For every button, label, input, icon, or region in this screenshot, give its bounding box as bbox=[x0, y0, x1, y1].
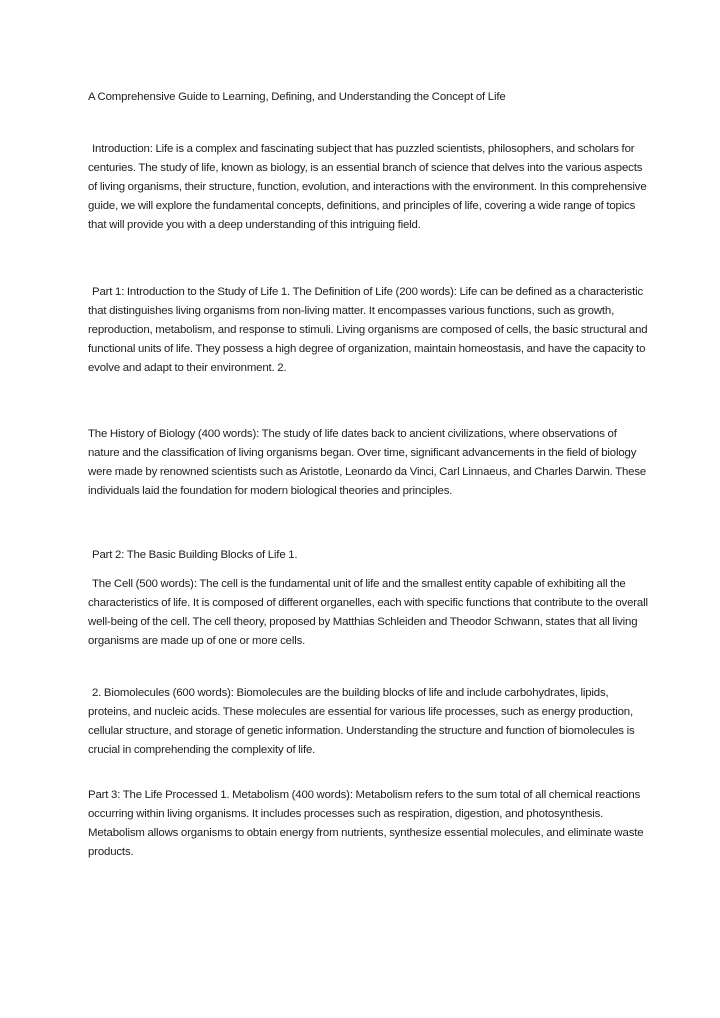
paragraph-biomolecules: 2. Biomolecules (600 words): Biomolecules are the building blocks of life and include carbohydrates, lipids, proteins, and nucleic acids. These molecules are essential for various life processes, such as energy production, cellular structure, and storage of genetic information. Understanding the structure and function of biomolecules is crucial in comprehending the complexity of life. bbox=[88, 687, 635, 756]
paragraph-history-of-biology: The History of Biology (400 words): The study of life dates back to ancient civilizations, where observations of nature and the classification of living organisms began. Over time, significant advancements in the field of biology were made by renowned scientists such as Aristotle, Leonardo da Vinci, Carl Linnaeus, and Charles Darwin. These individuals laid the foundation for modern biological theories and principles. bbox=[88, 428, 647, 497]
paragraph-introduction: Introduction: Life is a complex and fascinating subject that has puzzled scientists, philosophers, and scholars for centuries. The study of life, known as biology, is an essential branch of science that delves into the various aspects of living organisms, their structure, function, evolution, and interactions with the environment. In this comprehensive guide, we will explore the fundamental concepts, definitions, and principles of life, covering a wide range of topics that will provide you with a deep understanding of this intriguing field. bbox=[88, 143, 647, 231]
paragraph-part2-heading: Part 2: The Basic Building Blocks of Life 1. bbox=[92, 549, 298, 561]
paragraph-part1-definition: Part 1: Introduction to the Study of Life 1. The Definition of Life (200 words): Life can be defined as a characteristic that distinguishes living organisms from non-living matter. It encompasses various functions, such as growth, reproduction, metabolism, and response to stimuli. Living organisms are composed of cells, the basic structural and functional units of life. They possess a high degree of organization, maintain homeostasis, and have the capacity to evolve and adapt to their environment. 2. bbox=[88, 286, 648, 374]
document-title: A Comprehensive Guide to Learning, Defining, and Understanding the Concept of Life bbox=[88, 91, 506, 103]
paragraph-the-cell: The Cell (500 words): The cell is the fundamental unit of life and the smallest entity capable of exhibiting all the characteristics of life. It is composed of different organelles, each with specific functions that contribute to the overall well-being of the cell. The cell theory, proposed by Matthias Schleiden and Theodor Schwann, states that all living organisms are made up of one or more cells. bbox=[88, 578, 648, 647]
paragraph-part3-metabolism: Part 3: The Life Processed 1. Metabolism (400 words): Metabolism refers to the sum total of all chemical reactions occurring within living organisms. It includes processes such as respiration, digestion, and photosynthesis. Metabolism allows organisms to obtain energy from nutrients, synthesize essential molecules, and eliminate waste products. bbox=[88, 789, 644, 858]
